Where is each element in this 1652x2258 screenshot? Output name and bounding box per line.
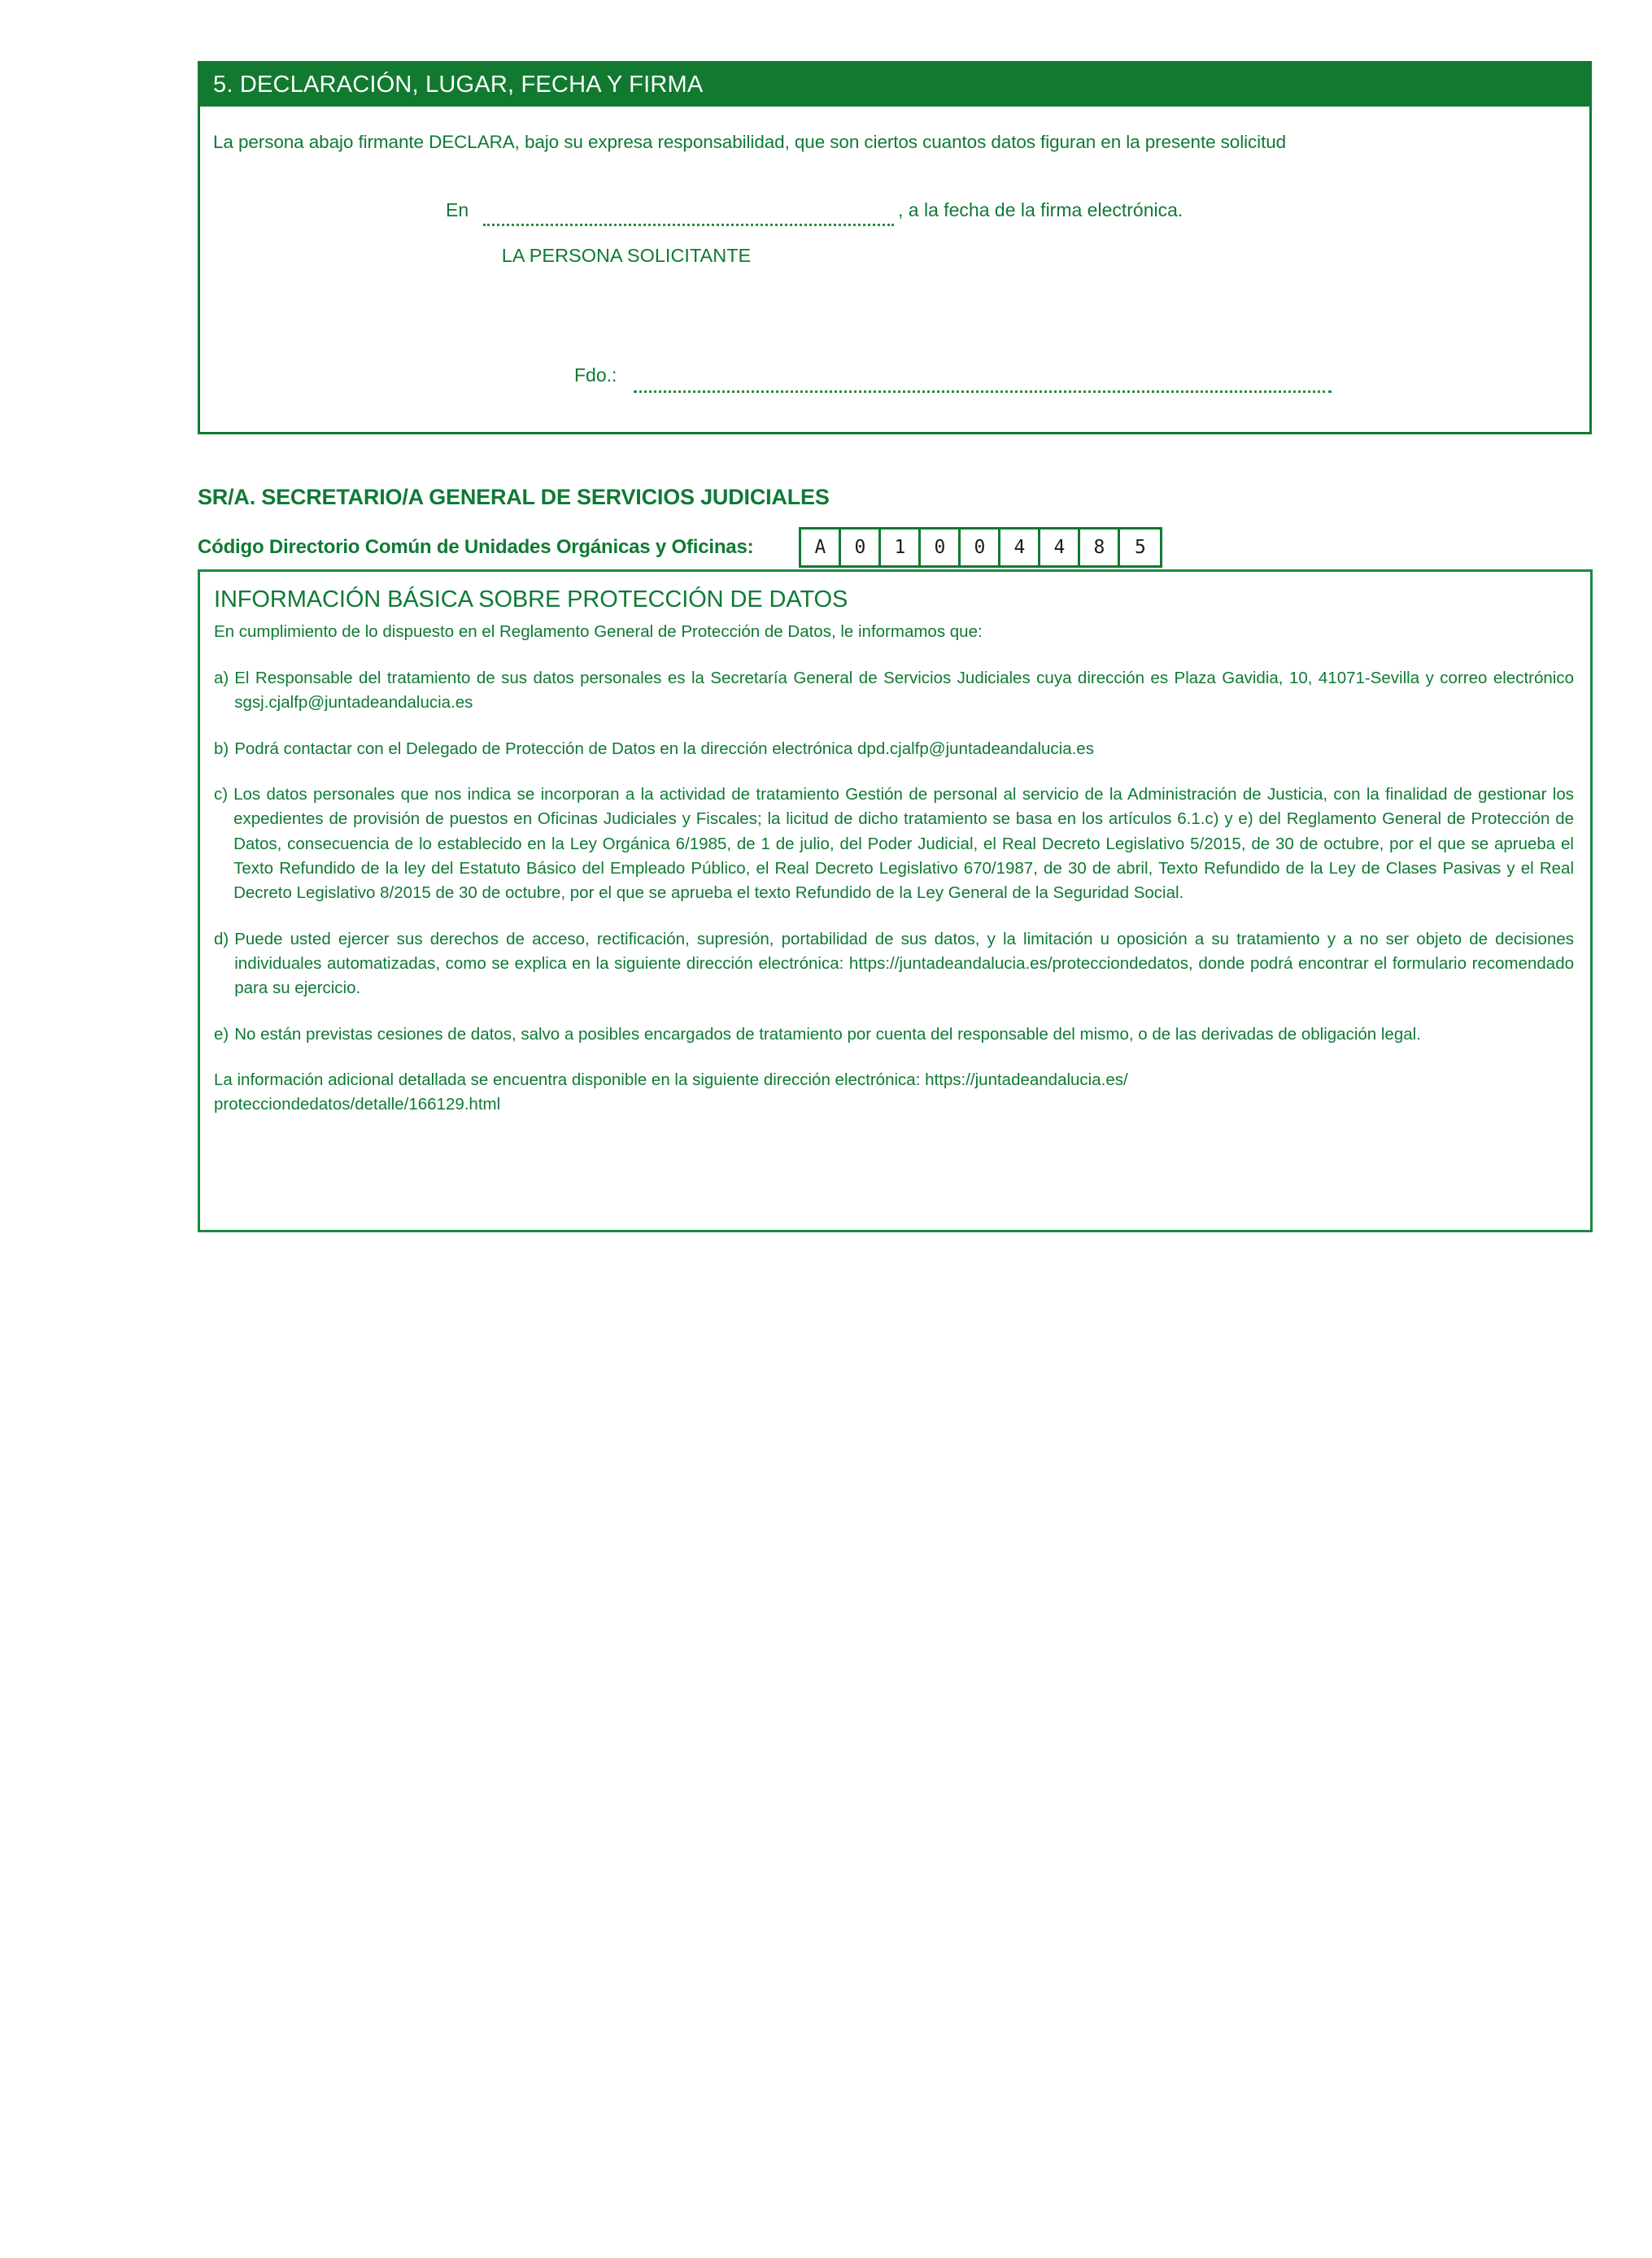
signer-caption: LA PERSONA SOLICITANTE: [501, 244, 752, 266]
privacy-title: INFORMACIÓN BÁSICA SOBRE PROTECCIÓN DE DATOS: [214, 586, 848, 612]
privacy-item-text: El Responsable del tratamiento de sus datos personales es la Secretaría General de Servicios Judiciales cuya dirección es Plaza Gavidia, 10, 41071-Sevilla y correo electrónico sgsj.cjalfp@juntadeandalucia.es: [234, 668, 1574, 713]
signature-row: [200, 364, 1589, 413]
privacy-intro: En cumplimiento de lo dispuesto en el Reglamento General de Protección de Datos, le informamos que:: [214, 622, 983, 642]
place-input-line[interactable]: [483, 224, 894, 226]
declaration-statement: La persona abajo firmante DECLARA, bajo su expresa responsabilidad, que son ciertos cuantos datos figuran en la presente solicitud: [213, 132, 1287, 153]
code-cell[interactable]: 8: [1080, 530, 1120, 565]
code-cell[interactable]: 5: [1134, 537, 1146, 558]
section-body: [200, 107, 1589, 432]
fdo-label: Fdo.:: [574, 364, 617, 386]
privacy-item: [214, 737, 1574, 761]
code-cell[interactable]: A: [801, 530, 841, 565]
privacy-final-paragraph: [214, 1068, 1574, 1118]
privacy-items-list: [214, 666, 1574, 1047]
code-cell[interactable]: 0: [921, 530, 961, 565]
privacy-item-marker: b): [214, 739, 229, 758]
code-row: [198, 527, 1162, 568]
date-tail-text: , a la fecha de la firma electrónica.: [898, 198, 1183, 220]
section-header-title: 5. DECLARACIÓN, LUGAR, FECHA Y FIRMA: [200, 63, 1589, 107]
code-cell[interactable]: 0: [841, 530, 881, 565]
section-declaracion-box: [198, 61, 1592, 434]
privacy-item: [214, 782, 1574, 906]
code-cell[interactable]: 1: [881, 530, 921, 565]
privacy-item: [214, 1022, 1574, 1047]
privacy-info-box: [198, 569, 1593, 1232]
code-cell[interactable]: 4: [1000, 530, 1040, 565]
code-label: Código Directorio Común de Unidades Orgánicas y Oficinas:: [198, 536, 754, 558]
place-date-row: [200, 199, 1589, 235]
privacy-item: [214, 927, 1574, 1001]
privacy-item: [214, 666, 1574, 716]
privacy-item-marker: d): [214, 929, 229, 948]
code-boxes[interactable]: [799, 527, 1162, 568]
signature-input-line[interactable]: [634, 390, 1332, 393]
privacy-item-text: Podrá contactar con el Delegado de Protección de Datos en la dirección electrónica dpd.cjalfp@juntadeandalucia.es: [234, 739, 1094, 758]
en-label: En: [446, 198, 469, 220]
code-cell[interactable]: 0: [961, 530, 1000, 565]
privacy-item-text: Los datos personales que nos indica se incorporan a la actividad de tratamiento Gestión de personal al servicio de la Administración de Justicia, con la finalidad de gestionar los expedientes de provisión de puestos en Oficinas Judiciales y Fiscales; la licitud de dicho tratamiento se basa en los artículos 6.1.c) y e) del Reglamento General de Protección de Datos, consecuencia de lo establecido en la Ley Orgánica 6/1985, de 1 de julio, del Poder Judicial, el Real Decreto Legislativo 5/2015, de 30 de octubre, por el que se aprueba el Texto Refundido de la ley del Estatuto Básico del Empleado Público, el Real Decreto Legislativo 670/1987, de 30 de abril, Texto Refundido de la Ley de Clases Pasivas y el Real Decreto Legislativo 8/2015 de 30 de octubre, por el que se aprueba el texto Refundido de la Ley General de la Seguridad Social.: [233, 784, 1574, 903]
privacy-item-marker: a): [214, 668, 229, 687]
addressee-heading: SR/A. SECRETARIO/A GENERAL DE SERVICIOS JUDICIALES: [198, 485, 830, 509]
privacy-item-text: Puede usted ejercer sus derechos de acceso, rectificación, supresión, portabilidad de sus datos, y la limitación u oposición a su tratamiento y a no ser objeto de decisiones individuales automatizadas, como se explica en la siguiente dirección electrónica: https://juntadeandalucia.es/protecciondedatos, donde podrá encontrar el formulario recomendado para su ejercicio.: [234, 929, 1574, 998]
privacy-item-text: No están previstas cesiones de datos, salvo a posibles encargados de tratamiento por cuenta del responsable del mismo, o de las derivadas de obligación legal.: [234, 1024, 1421, 1044]
privacy-item-marker: e): [214, 1024, 229, 1044]
privacy-final-text: La información adicional detallada se encuentra disponible en la siguiente dirección electrónica: https://juntadeandalucia.es/: [214, 1070, 1128, 1089]
code-cell[interactable]: 4: [1040, 530, 1080, 565]
privacy-final-lastline: protecciondedatos/detalle/166129.html: [214, 1095, 501, 1114]
privacy-item-marker: c): [214, 784, 229, 804]
